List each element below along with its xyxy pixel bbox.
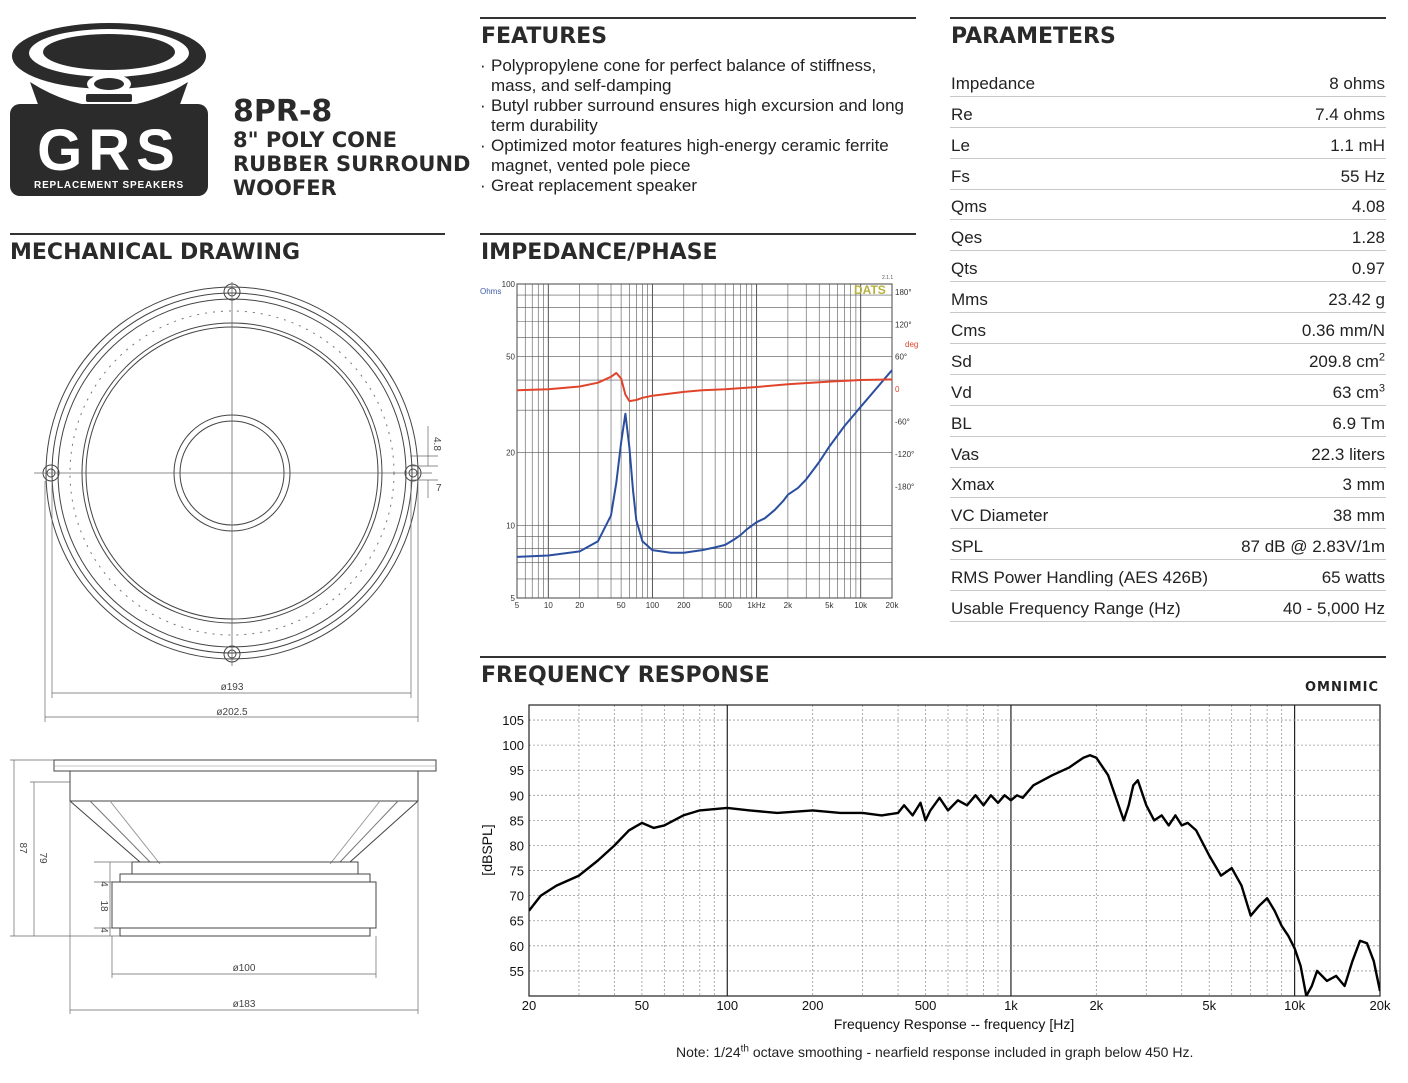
mechanical-heading: MECHANICAL DRAWING — [10, 240, 301, 265]
fr-ylabel: [dBSPL] — [479, 824, 495, 876]
parameter-label: Vas — [951, 444, 980, 464]
impedance-x-tick: 200 — [677, 601, 691, 610]
parameter-row — [950, 560, 1386, 591]
impedance-x-tick: 500 — [718, 601, 732, 610]
features-heading: FEATURES — [481, 24, 608, 49]
impedance-watermark: DATS — [854, 283, 886, 297]
parameter-row — [950, 498, 1386, 529]
dim-18: 18 — [98, 900, 109, 912]
parameter-label: RMS Power Handling (AES 426B) — [951, 568, 1209, 588]
parameter-row — [950, 313, 1386, 344]
fr-x-tick: 500 — [914, 998, 937, 1013]
impedance-ylabel: Ohms — [480, 287, 502, 296]
parameter-row — [950, 529, 1386, 560]
phase-line — [517, 373, 892, 401]
impedance-phase-tick: 120° — [895, 320, 912, 330]
parameter-value: 8 ohms — [1329, 73, 1385, 93]
fr-xlabel: Frequency Response -- frequency [Hz] — [833, 1016, 1075, 1032]
model-line-1: 8" POLY CONE — [233, 128, 397, 152]
impedance-x-tick: 5k — [825, 601, 834, 610]
fr-y-tick: 95 — [509, 763, 524, 779]
mechanical-rule — [10, 233, 445, 235]
parameter-label: Cms — [951, 321, 986, 341]
fr-x-tick: 1k — [1004, 998, 1018, 1013]
parameter-value: 3 mm — [1342, 475, 1385, 495]
fr-x-tick: 200 — [801, 998, 824, 1013]
parameter-row — [950, 66, 1386, 97]
parameter-value: 1.1 mH — [1330, 135, 1385, 155]
impedance-x-tick: 1kHz — [747, 601, 766, 610]
parameter-row — [950, 220, 1386, 251]
impedance-x-tick: 5 — [514, 601, 520, 610]
impedance-phase-tick: -120° — [895, 450, 915, 460]
impedance-x-tick: 20k — [885, 601, 899, 610]
impedance-y-tick: 50 — [506, 352, 515, 362]
impedance-phase-tick: 0 — [895, 385, 900, 395]
fr-y-tick: 65 — [509, 913, 524, 929]
features-rule — [480, 17, 916, 19]
fr-y-tick: 100 — [502, 738, 524, 754]
impedance-y-tick: 10 — [506, 521, 515, 531]
parameter-value: 23.42 g — [1328, 290, 1385, 310]
logo-tagline: REPLACEMENT SPEAKERS — [34, 180, 184, 191]
fr-x-tick: 20 — [521, 998, 537, 1013]
model-line-2: RUBBER SURROUND — [233, 152, 471, 176]
parameter-label: Re — [951, 104, 973, 124]
parameter-value: 4.08 — [1351, 197, 1385, 217]
impedance-x-tick: 10 — [543, 601, 553, 610]
parameter-row — [950, 375, 1386, 406]
fr-y-tick: 80 — [509, 838, 524, 854]
parameter-row — [950, 406, 1386, 437]
frequency-heading: FREQUENCY RESPONSE — [481, 663, 770, 688]
parameter-label: VC Diameter — [951, 506, 1049, 526]
fr-y-tick: 105 — [502, 713, 524, 729]
parameters-table — [950, 66, 1386, 622]
parameter-row — [950, 128, 1386, 159]
parameter-value: 55 Hz — [1340, 166, 1385, 186]
model-line-3: WOOFER — [233, 176, 337, 200]
dim-202-5: ø202.5 — [216, 707, 248, 718]
parameter-label: Usable Frequency Range (Hz) — [951, 599, 1181, 619]
fr-x-tick: 20k — [1369, 998, 1391, 1013]
fr-y-tick: 70 — [509, 888, 524, 904]
impedance-plot-frame — [517, 284, 892, 598]
impedance-y-tick: 100 — [501, 280, 515, 289]
dim-79: 79 — [37, 852, 48, 864]
dim-4-bottom: 4 — [98, 927, 109, 933]
dim-100: ø100 — [232, 963, 256, 974]
parameter-label: Xmax — [951, 475, 995, 495]
fr-y-tick: 90 — [509, 788, 524, 804]
impedance-x-tick: 100 — [645, 601, 660, 610]
parameter-row — [950, 159, 1386, 190]
parameter-value: 209.8 $cm^2$ — [1308, 351, 1385, 371]
parameters-rule — [950, 17, 1386, 19]
mechanical-front-view — [10, 276, 450, 726]
fr-note-text: Note: 1/24th octave smoothing - nearfield response included in graph below 450 Hz. — [676, 1043, 1194, 1060]
impedance-phase-tick: -180° — [895, 482, 915, 492]
dim-193: ø193 — [220, 682, 244, 693]
fr-response-line — [529, 755, 1380, 996]
impedance-phase-unit: deg — [905, 340, 919, 349]
parameter-label: Le — [951, 135, 970, 155]
logo-brand: GRS — [37, 118, 181, 183]
model-code: 8PR-8 — [233, 94, 333, 129]
parameter-value: 22.3 liters — [1311, 444, 1385, 464]
fr-x-tick: 10k — [1284, 998, 1306, 1013]
impedance-heading: IMPEDANCE/PHASE — [481, 240, 718, 265]
parameter-row — [950, 468, 1386, 499]
parameter-label: Qms — [951, 197, 987, 217]
feature-item: · Great replacement speaker — [480, 176, 910, 196]
parameter-label: SPL — [951, 537, 984, 557]
dim-183: ø183 — [232, 999, 256, 1010]
impedance-version: 2.1.1 — [882, 275, 894, 281]
model-title — [233, 96, 471, 200]
fr-plot-frame — [529, 705, 1380, 996]
impedance-phase-tick: 60° — [895, 352, 908, 362]
parameter-value: 1.28 — [1351, 228, 1385, 248]
parameter-label: Impedance — [951, 73, 1036, 93]
fr-y-tick: 55 — [509, 963, 524, 979]
parameter-row — [950, 437, 1386, 468]
impedance-phase-tick: 180° — [895, 287, 912, 297]
feature-item: · Optimized motor features high-energy ceramic ferrite magnet, vented pole piece — [480, 136, 910, 176]
fr-note — [676, 1043, 1193, 1060]
grs-logo — [10, 22, 208, 196]
parameter-row — [950, 251, 1386, 282]
parameter-value: 40 - 5,000 Hz — [1282, 599, 1385, 619]
parameter-value: 0.97 — [1351, 259, 1385, 279]
impedance-x-tick: 20 — [575, 601, 585, 610]
impedance-x-tick: 2k — [783, 601, 793, 610]
fr-x-tick: 100 — [716, 998, 739, 1013]
frequency-response-chart — [476, 698, 1391, 1068]
parameter-value: 0.36 mm/N — [1301, 321, 1385, 341]
dim-4-top: 4 — [98, 881, 109, 887]
fr-x-tick: 5k — [1202, 998, 1217, 1013]
fr-x-tick: 2k — [1089, 998, 1104, 1013]
parameter-value: 6.9 Tm — [1332, 413, 1385, 433]
feature-item: · Butyl rubber surround ensures high excursion and long term durability — [480, 96, 910, 136]
mechanical-side-view — [0, 752, 450, 1020]
parameter-value: 65 watts — [1321, 568, 1385, 588]
parameter-label: Qts — [951, 259, 978, 279]
parameters-heading: PARAMETERS — [951, 24, 1116, 49]
impedance-phase-tick: -60° — [895, 417, 910, 427]
parameter-row — [950, 591, 1386, 622]
impedance-y-tick: 5 — [510, 594, 515, 603]
fr-y-tick: 60 — [509, 938, 524, 954]
parameter-label: Sd — [951, 351, 972, 371]
features-list — [480, 56, 910, 196]
parameter-label: Mms — [951, 290, 988, 310]
impedance-x-tick: 10k — [854, 601, 868, 610]
parameter-row — [950, 282, 1386, 313]
fr-y-tick: 75 — [509, 863, 524, 879]
impedance-phase-chart — [476, 272, 920, 618]
dim-7: 7 — [436, 483, 442, 494]
parameter-value: 7.4 ohms — [1315, 104, 1385, 124]
parameter-row — [950, 97, 1386, 128]
parameter-label: BL — [951, 413, 972, 433]
parameter-label: Vd — [951, 382, 972, 402]
parameter-value: 63 $cm^3$ — [1332, 382, 1385, 402]
impedance-line — [517, 370, 892, 557]
dim-87: 87 — [17, 842, 28, 854]
parameter-row — [950, 190, 1386, 221]
feature-item: · Polypropylene cone for perfect balance of stiffness, mass, and self-damping — [480, 56, 910, 96]
impedance-rule — [480, 233, 916, 235]
impedance-x-tick: 50 — [616, 601, 626, 610]
parameter-row — [950, 344, 1386, 375]
fr-x-tick: 50 — [634, 998, 650, 1013]
omnimic-watermark: OMNIMIC — [1305, 680, 1380, 695]
parameter-value: 38 mm — [1333, 506, 1385, 526]
frequency-rule — [480, 656, 1386, 658]
dim-4-8: 4.8 — [431, 437, 442, 451]
parameter-label: Fs — [951, 166, 970, 186]
impedance-y-tick: 20 — [506, 448, 515, 458]
parameter-label: Qes — [951, 228, 983, 248]
parameter-value: 87 dB @ 2.83V/1m — [1241, 537, 1385, 557]
fr-y-tick: 85 — [509, 813, 524, 829]
